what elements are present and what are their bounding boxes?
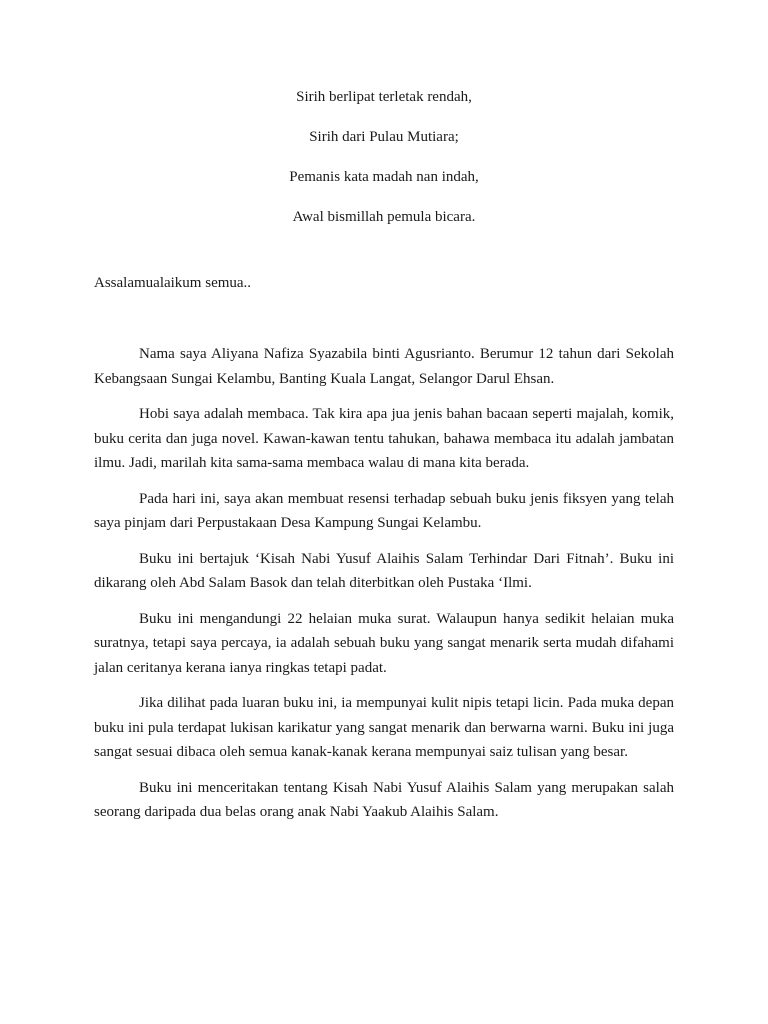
- paragraph-book-cover: Jika dilihat pada luaran buku ini, ia mempunyai kulit nipis tetapi licin. Pada muka depan buku ini pula terdapat lukisan karikatur yang sangat menarik dan berwarna warni. Buku ini juga sangat sesuai dibaca oleh semua kanak-kanak kerana mempunyai saiz tulisan yang besar.: [94, 695, 674, 760]
- paragraph-book-story: Buku ini menceritakan tentang Kisah Nabi Yusuf Alaihis Salam yang merupakan salah seorang daripada dua belas orang anak Nabi Yaakub Alaihis Salam.: [94, 779, 674, 820]
- paragraph-introduction: Nama saya Aliyana Nafiza Syazabila binti Agusrianto. Berumur 12 tahun dari Sekolah Kebangsaan Sungai Kelambu, Banting Kuala Langat, Selangor Darul Ehsan.: [94, 346, 674, 387]
- pantun-line: Sirih dari Pulau Mutiara;: [309, 129, 459, 145]
- paragraph-purpose: Pada hari ini, saya akan membuat resensi terhadap sebuah buku jenis fiksyen yang telah saya pinjam dari Perpustakaan Desa Kampung Sungai Kelambu.: [94, 490, 674, 531]
- pantun-line: Pemanis kata madah nan indah,: [289, 169, 479, 185]
- paragraph-book-title: Buku ini bertajuk ‘Kisah Nabi Yusuf Alaihis Salam Terhindar Dari Fitnah’. Buku ini dikarang oleh Abd Salam Basok dan telah diterbitkan oleh Pustaka ‘Ilmi.: [94, 550, 674, 591]
- pantun-verse: [0, 86, 768, 246]
- greeting-line: Assalamualaikum semua..: [94, 275, 252, 291]
- paragraph-hobby: Hobi saya adalah membaca. Tak kira apa jua jenis bahan bacaan seperti majalah, komik, buku cerita dan juga novel. Kawan-kawan tentu tahukan, bahawa membaca itu adalah jambatan ilmu. Jadi, marilah kita sama-sama membaca walau di mana kita berada.: [94, 406, 674, 471]
- body-text: [94, 342, 674, 836]
- paragraph-book-pages: Buku ini mengandungi 22 helaian muka surat. Walaupun hanya sedikit helaian muka suratnya, tetapi saya percaya, ia adalah sebuah buku yang sangat menarik serta mudah difahami jalan ceritanya kerana ianya ringkas tetapi padat.: [94, 610, 674, 676]
- pantun-line: Sirih berlipat terletak rendah,: [296, 89, 472, 105]
- pantun-line: Awal bismillah pemula bicara.: [292, 209, 476, 225]
